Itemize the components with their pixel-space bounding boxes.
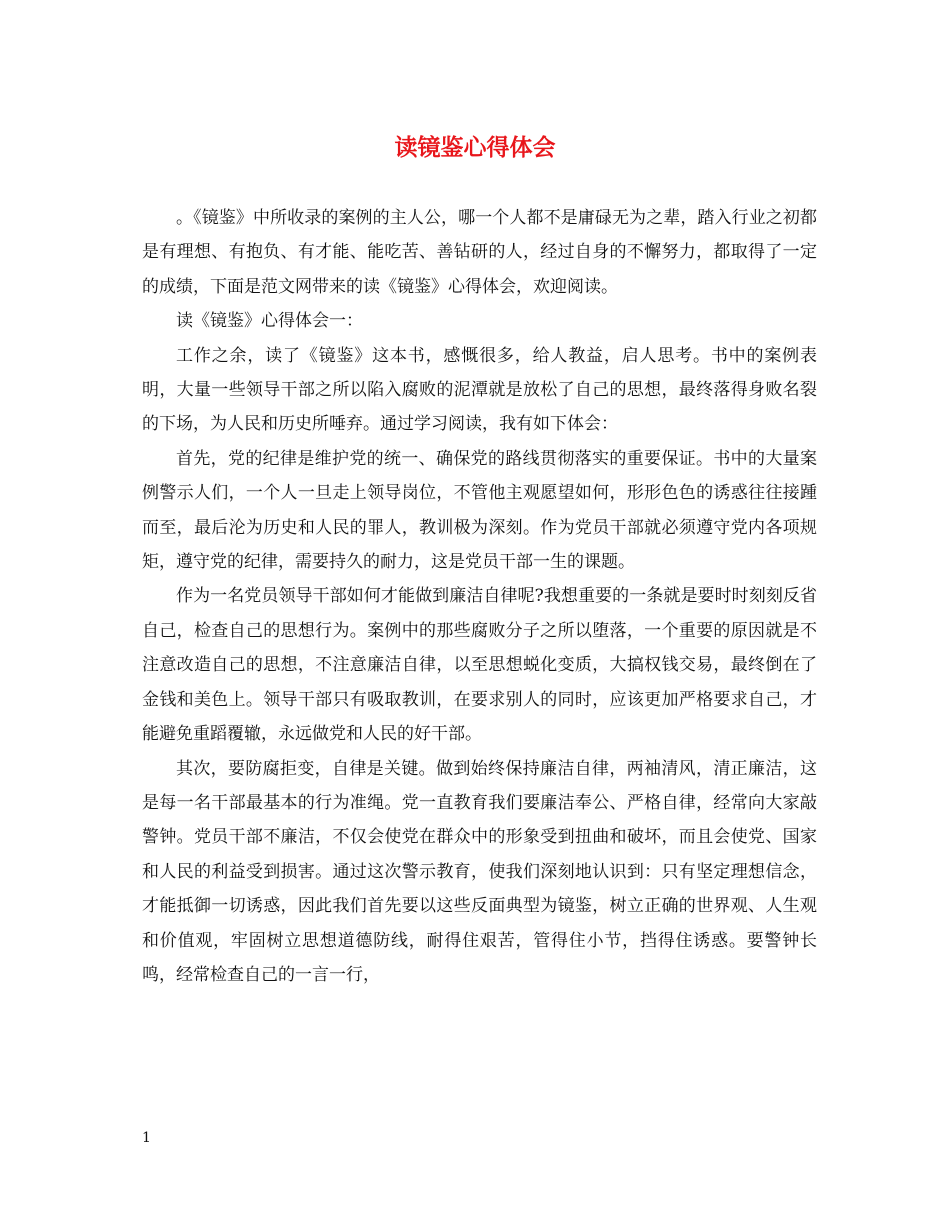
page-number: 1 — [142, 1130, 151, 1146]
paragraph-section-heading: 读《镜鉴》心得体会一： — [176, 311, 363, 332]
document-title: 读镜鉴心得体会 — [394, 134, 556, 161]
paragraph-reading-reflection: 工作之余，读了《镜鉴》这本书，感慨很多，给人教益，启人思考。书中的案例表明，大量一些领导干部之所以陷入腐败的泥潭就是放松了自己的思想，最终落得身败名裂的下场，为人民和历史所唾弃。通过学习阅读，我有如下体会： — [142, 345, 817, 435]
paragraph-self-discipline: 作为一名党员领导干部如何才能做到廉洁自律呢?我想重要的一条就是要时时刻刻反省自己，检查自己的思想行为。案例中的那些腐败分子之所以堕落，一个重要的原因就是不注意改造自己的思想，不注意廉洁自律，以至思想蜕化变质，大搞权钱交易，最终倒在了金钱和美色上。领导干部只有吸取教训，在要求别人的同时，应该更加严格要求自己，才能避免重蹈覆辙，永远做党和人民的好干部。 — [142, 586, 817, 745]
document-body — [142, 201, 817, 992]
paragraph-anti-corruption: 其次，要防腐拒变，自律是关键。做到始终保持廉洁自律，两袖清风，清正廉洁，这是每一名干部最基本的行为准绳。党一直教育我们要廉洁奉公、严格自律，经常向大家敲警钟。党员干部不廉洁，不仅会使党在群众中的形象受到扭曲和破坏，而且会使党、国家和人民的利益受到损害。通过这次警示教育，使我们深刻地认识到：只有坚定理想信念，才能抵御一切诱惑，因此我们首先要以这些反面典型为镜鉴，树立正确的世界观、人生观和价值观，牢固树立思想道德防线，耐得住艰苦，管得住小节，挡得住诱惑。要警钟长鸣，经常检查自己的一言一行， — [142, 758, 817, 985]
paragraph-intro: 。《镜鉴》中所收录的案例的主人公，哪一个人都不是庸碌无为之辈，踏入行业之初都是有理想、有抱负、有才能、能吃苦、善钻研的人，经过自身的不懈努力，都取得了一定的成绩，下面是范文网带来的读《镜鉴》心得体会，欢迎阅读。 — [142, 208, 817, 297]
paragraph-party-discipline: 首先，党的纪律是维护党的统一、确保党的路线贯彻落实的重要保证。书中的大量案例警示人们，一个人一旦走上领导岗位，不管他主观愿望如何，形形色色的诱惑往往接踵而至，最后沦为历史和人民的罪人，教训极为深刻。作为党员干部就必须遵守党内各项规矩，遵守党的纪律，需要持久的耐力，这是党员干部一生的课题。 — [142, 448, 817, 573]
